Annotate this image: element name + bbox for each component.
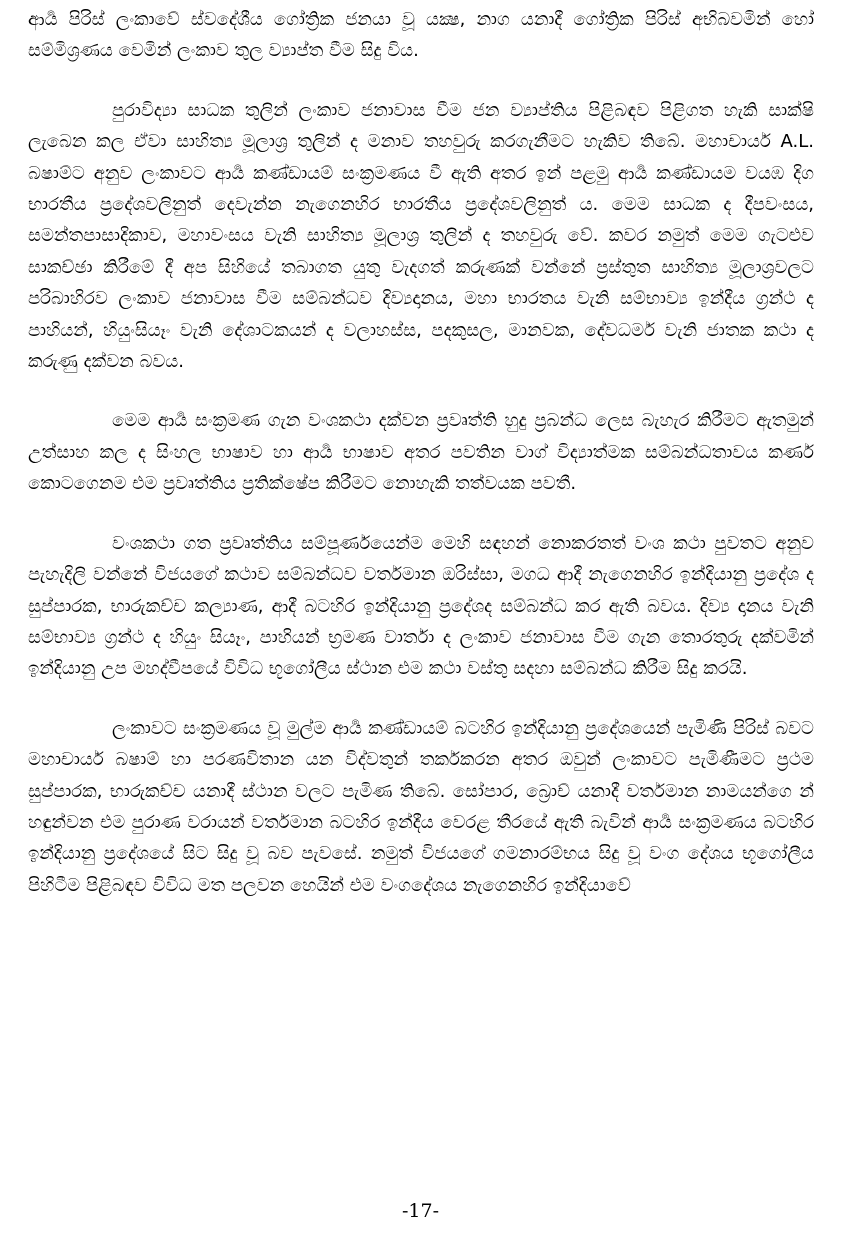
page-number: -17-	[401, 1200, 440, 1222]
paragraph-4: වංශකථා ගත ප්‍රවෘත්තිය සම්පූර්ණයෙන්ම මෙහි සඳහන් නොකරතත් වංශ කථා පුවතට අනුව පැහැදිලි වන්නේ විජයගේ කථාව සම්බන්ධව වර්තමාන ඔරිස්සා, මගධ ආදී නැගෙනහිර ඉන්දියානු ප්‍රදේශ ද සුප්පාරක, භාරුකච්ච කල්‍යාණ, ආදී බටහිර ඉන්දියානු ප්‍රදේශද සම්බන්ධ කර ඇති බවය. දිව්‍ය දානය වැනි සම්භාව්‍ය ග්‍රන්ථ ද හියුං සියෑං, පාහියන් භ්‍රමණ වාර්තා ද ලංකාව ජනාවාස වීම ගැන තොරතුරු දක්වමින් ඉන්දියානු උප මහද්වීපයේ විවිධ භූගෝලීය ස්ථාන එම කථා වස්තු සදහා සම්බන්ධ කිරීම සිදු කරයි.	[28, 532, 814, 680]
paragraph-5: ලංකාවට සංක්‍රමණය වූ මුල්ම ආර්‍ය කණ්ඩායම් බටහිර ඉන්දියානු ප්‍රදේශයෙන් පැමිණි පිරිස් බවට මහාචාර්ය බෂාම් හා පරණවිතාන යන විද්වතුන් තර්කකරන අතර ඔවුන් ලංකාවට පැමිණීමට ප්‍රථම සුප්පාරක, භාරුකච්ච යනාදී ස්ථාන වලට පැමිණ තිබේ. සෝපාර, බ්‍රොච් යනාදී වර්තමාන නාමයන්ගෙ න් හඳුන්වන එම පුරාණ වරායන් වර්තමාන බටහිර ඉන්දීය වෙරළ තීරයේ ඇති බැවින් ආර්‍ය සංක්‍රමණය බටහිර ඉන්දියානු ප්‍රදේශයේ සිට සිදු වූ බව පැවසේ. නමුත් විජයගේ ගමනාරම්භය සිදු වූ වංග දේශය භූගෝලීය පිහිටීම පිළිබඳව විවිධ මත පලවන හෙයින් එම වංගදේශය නැගෙනහිර ඉන්දියාවේ	[28, 717, 814, 896]
paragraph-2: පුරාවිද්‍යා සාධක තුලින් ලංකාව ජනාවාස වීම ජන ව්‍යාප්තිය පිළිබඳව පිළිගත හැකි සාක්ෂි ලැබෙන කල ඒවා සාහිත්‍ය මූලාශ්‍ර තුලින් ද මනාව තහවුරු කරගැනීමට හැකිව තිබේ. මහාචාර්ය A.L. බෂාම්ට අනුව ලංකාවට ආර්‍ය කණ්ඩායම් සංක්‍රමණය වී ඇති අතර ඉන් පළමු ආර්‍ය කණ්ඩායම වයඹ දිග භාරතීය ප්‍රදේශවලිනුත් දෙවැන්න නැගෙනහිර භාරතීය ප්‍රදේශවලිනුත් ය. මෙම සාධක ද දීපවංසය, සමන්තපාසාදිකාව, මහාවංසය වැනි සාහිත්‍ය මූලාශ්‍ර තුලින් ද තහවුරු වේ. කවර නමුත් මෙම ගැටළුව සාකච්ඡා කිරීමේ දී අප සිහියේ තබාගත යුතු වැදගත් කරුණක් වන්නේ ප්‍රස්තුත සාහිත්‍ය මූලාශ්‍රවලට පරිබාහිරව ලංකාව ජනාවාස වීම සම්බන්ධව දිව්‍යදානය, මහා භාරතය වැනි සම්භාව්‍ය ඉන්දීය ග්‍රන්ථ ද පාහියන්, හියුංසියෑං වැනි දේශාටකයන් ද වලාහස්ස, පදකුසල, මානවක, දේවධර්ම වැනි ජාතක කථා ද කරුණු දක්වන බවය.	[28, 99, 814, 373]
paragraph-1: ආර්‍ය පිරිස් ලංකාවේ ස්වදේශීය ගෝත්‍රික ජනයා වූ යක්‍ෂ, නාග යනාදී ගෝත්‍රික පිරිස් අභිබවමින් හෝ සම්මිශ්‍රණය වෙමින් ලංකාව තුල ව්‍යාප්ත වීම සිදු විය.	[28, 9, 814, 62]
document-page	[28, 4, 814, 901]
paragraph-3: මෙම ආර්‍ය සංක්‍රමණ ගැන වංශකථා දක්වන ප්‍රවෘත්ති හුදු ප්‍රබන්ධ ලෙස බැහැර කිරීමට ඇතමුන් උත්සාහ කල ද සිංහල භාෂාව හා ආර්‍ය භාෂාව අතර පවතින වාග් විද්‍යාත්මක සම්බන්ධතාවය කර්ණ කොටගෙනම එම ප්‍රවෘත්තිය ප්‍රතික්ෂේප කිරීමට නොහැකි තත්වයක පවතී.	[28, 410, 814, 495]
